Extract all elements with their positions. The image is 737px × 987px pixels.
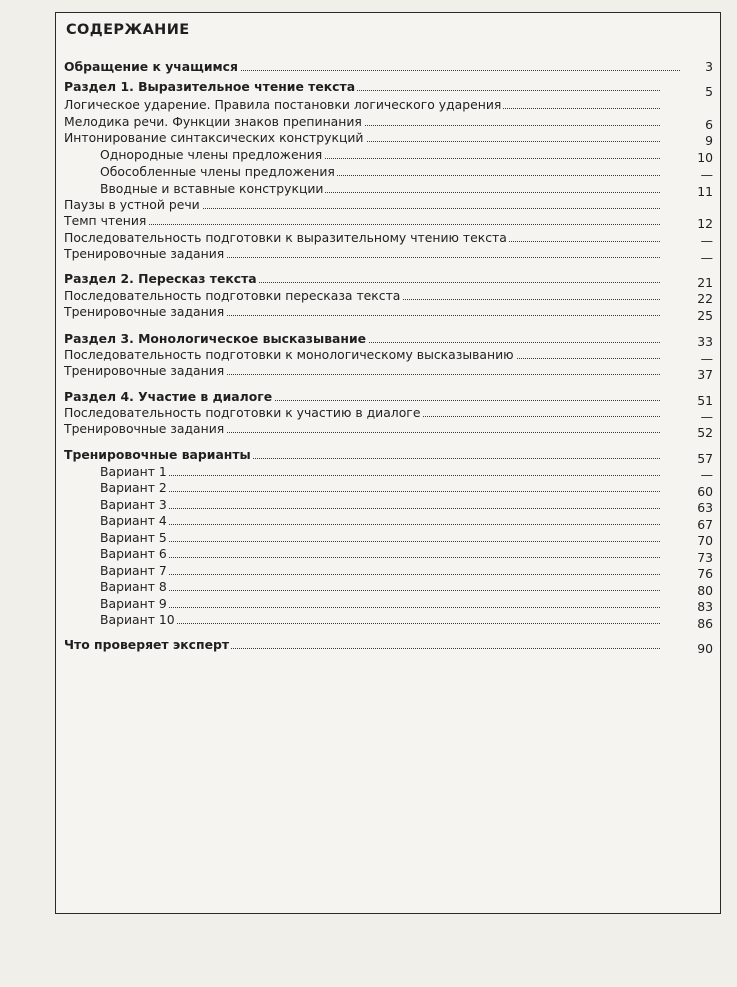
toc-entry-label: Вариант 3 [100, 497, 167, 512]
toc-entry [64, 245, 660, 263]
toc-entry-page: 90 [697, 641, 713, 656]
toc-entry-label: Вариант 1 [100, 464, 167, 479]
toc-entry [100, 479, 660, 497]
toc-entry-label: Обособленные члены предложения [100, 164, 335, 179]
toc-entry-label: Вводные и вставные конструкции [100, 181, 324, 196]
toc-entry [64, 270, 660, 288]
toc-entry-label: Последовательность подготовки к выразительному чтению текста [64, 230, 507, 245]
toc-entry-label: Раздел 4. Участие в диалоге [64, 389, 273, 404]
toc-entry-leader [100, 607, 660, 608]
toc-entry-page: 51 [697, 393, 713, 408]
toc-entry-label: Мелодика речи. Функции знаков препинания [64, 114, 362, 129]
page-title: СОДЕРЖАНИЕ [66, 22, 190, 38]
toc-entry-label: Последовательность подготовки к участию в диалоге [64, 405, 421, 420]
toc-entry-label: Вариант 10 [100, 612, 175, 627]
toc-entry-page: 3 [705, 59, 713, 74]
toc-entry [64, 58, 680, 76]
toc-entry-page: — [700, 250, 713, 265]
toc-entry-label: Темп чтения [64, 213, 147, 228]
toc-entry [64, 78, 660, 96]
toc-entry-page: 76 [697, 566, 713, 581]
toc-entry [100, 146, 660, 164]
toc-entry-page: 11 [697, 184, 713, 199]
toc-entry-label: Вариант 5 [100, 530, 167, 545]
toc-entry [100, 611, 660, 629]
toc-entry-page: 33 [697, 334, 713, 349]
toc-entry-page: 9 [705, 133, 713, 148]
toc-entry-page: — [700, 409, 713, 424]
toc-entry [64, 636, 660, 654]
toc-entry-page: 10 [697, 150, 713, 165]
toc-entry-page: 73 [697, 550, 713, 565]
toc-entry-leader [100, 623, 660, 624]
toc-entry-label: Вариант 7 [100, 563, 167, 578]
toc-entry-label: Что проверяет эксперт [64, 637, 230, 652]
toc-entry [64, 362, 660, 380]
toc-entry-label: Тренировочные задания [64, 363, 225, 378]
toc-entry-page: 80 [697, 583, 713, 598]
toc-entry-label: Вариант 8 [100, 579, 167, 594]
toc-entry-page: 57 [697, 451, 713, 466]
toc-entry-page: 21 [697, 275, 713, 290]
toc-entry [64, 212, 660, 230]
toc-entry [64, 420, 660, 438]
toc-entry [100, 545, 660, 563]
toc-entry [100, 578, 660, 596]
toc-entry-leader [100, 524, 660, 525]
toc-entry-page: 52 [697, 425, 713, 440]
toc-entry-label: Последовательность подготовки пересказа текста [64, 288, 401, 303]
toc-entry-label: Тренировочные задания [64, 421, 225, 436]
toc-entry-page: 25 [697, 308, 713, 323]
toc-entry [64, 129, 660, 147]
toc-entry-leader [100, 590, 660, 591]
toc-entry-page: 37 [697, 367, 713, 382]
toc-entry-page: — [700, 351, 713, 366]
toc-entry-leader [100, 541, 660, 542]
toc-entry [100, 512, 660, 530]
toc-entry-label: Вариант 6 [100, 546, 167, 561]
toc-entry-page: 70 [697, 533, 713, 548]
toc-entry-leader [100, 508, 660, 509]
toc-entry [64, 96, 660, 114]
toc-entry-label: Раздел 2. Пересказ текста [64, 271, 257, 286]
toc-entry [64, 303, 660, 321]
toc-entry-leader [100, 475, 660, 476]
toc-entry-page: 6 [705, 117, 713, 132]
toc-entry-label: Тренировочные задания [64, 304, 225, 319]
toc-entry-label: Паузы в устной речи [64, 197, 200, 212]
toc-entry-label: Логическое ударение. Правила постановки логического ударения [64, 97, 502, 112]
toc-entry-page: — [700, 467, 713, 482]
toc-entry-leader [100, 557, 660, 558]
toc-entry-label: Обращение к учащимся [64, 59, 238, 74]
toc-entry-page: 86 [697, 616, 713, 631]
toc-entry-label: Тренировочные задания [64, 246, 225, 261]
toc-entry-page: — [700, 233, 713, 248]
toc-entry-label: Последовательность подготовки к монологическому высказыванию [64, 347, 514, 362]
toc-entry-label: Вариант 9 [100, 596, 167, 611]
toc-entry-page: — [700, 167, 713, 182]
toc-entry-page: 22 [697, 291, 713, 306]
toc-entry-page: 63 [697, 500, 713, 515]
toc-entry-leader [64, 224, 660, 225]
toc-entry-leader [100, 574, 660, 575]
toc-entry-page: 67 [697, 517, 713, 532]
toc-entry-label: Вариант 2 [100, 480, 167, 495]
toc-entry-label: Раздел 3. Монологическое высказывание [64, 331, 367, 346]
toc-entry-page: 12 [697, 216, 713, 231]
toc-entry-page: 60 [697, 484, 713, 499]
toc-entry [100, 163, 660, 181]
toc-entry [64, 446, 660, 464]
toc-entry-page: 5 [705, 84, 713, 99]
toc-entry-label: Тренировочные варианты [64, 447, 251, 462]
toc-entry-label: Интонирование синтаксических конструкций [64, 130, 364, 145]
toc-entry-page: 83 [697, 599, 713, 614]
toc-entry-label: Вариант 4 [100, 513, 167, 528]
toc-entry-label: Раздел 1. Выразительное чтение текста [64, 79, 356, 94]
toc-entry-label: Однородные члены предложения [100, 147, 323, 162]
toc-entry-leader [100, 491, 660, 492]
